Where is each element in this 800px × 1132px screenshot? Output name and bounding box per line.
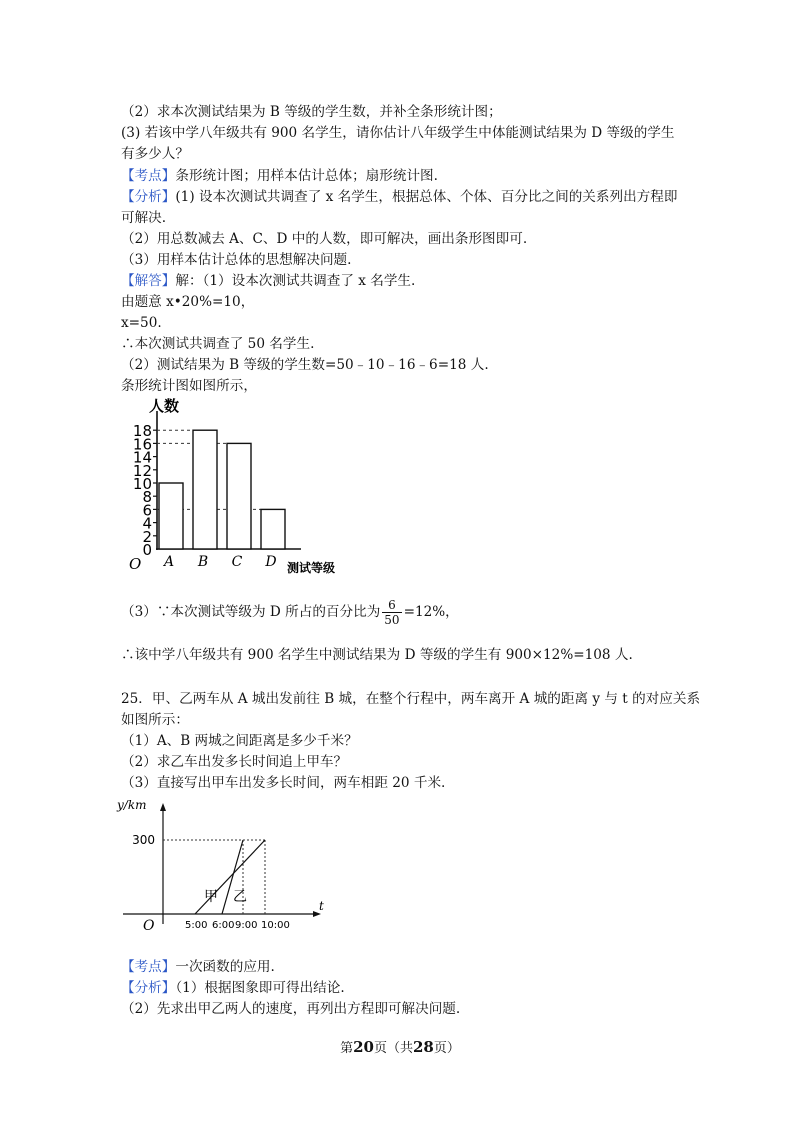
bar-B <box>193 430 217 549</box>
problem-25-q3: （3）直接写出甲车出发多长时间，两车相距 20 千米. <box>121 775 446 791</box>
analysis-text: (1) 设本次测试共调查了 x 名学生，根据总体、个体、百分比之间的关系列出方程即 <box>175 189 678 205</box>
footer-post: 页） <box>433 1041 460 1056</box>
knowledge-point-tag: 【考点】 <box>121 168 176 184</box>
footer-mid: 页（共 <box>373 1041 413 1056</box>
y-axis-arrow <box>160 803 166 811</box>
y-tick-label: 18 <box>132 422 152 441</box>
knowledge-point-text-2: 一次函数的应用. <box>175 959 275 975</box>
conclusion-1: ∴本次测试共调查了 50 名学生. <box>121 336 315 352</box>
footer-page-number: 20 <box>353 1038 374 1056</box>
problem-25-cont: 如图所示： <box>121 712 189 728</box>
knowledge-point-text: 条形统计图；用样本估计总体；扇形统计图. <box>175 168 438 184</box>
knowledge-point-line-2 <box>121 957 275 977</box>
percent-result: =12%， <box>403 604 459 620</box>
solution-part-3 <box>121 598 459 627</box>
analysis-tag-2: 【分析】 <box>121 980 176 996</box>
series-label-jia: 甲 <box>204 889 218 905</box>
y-tick-label: 300 <box>132 833 155 847</box>
knowledge-point-tag-2: 【考点】 <box>121 959 176 975</box>
x-tick-label: 10:00 <box>261 920 290 931</box>
solution-text: 解：（1）设本次测试共调查了 x 名学生. <box>175 273 416 289</box>
y-tick-label: 16 <box>132 435 152 454</box>
x-axis-label: 测试等级 <box>287 561 336 575</box>
origin-label: O <box>143 918 155 934</box>
knowledge-point-line <box>121 166 438 186</box>
problem-25: 25．甲、乙两车从 A 城出发前往 B 城，在整个行程中，两车离开 A 城的距离 y 与 t 的对应关系 <box>121 691 701 707</box>
y-tick-label: 4 <box>142 514 152 533</box>
x-tick-label: A <box>163 554 175 570</box>
y-axis-label: 人数 <box>149 397 180 415</box>
x-tick-label: 9:00 <box>235 920 258 931</box>
solution-line <box>121 271 415 291</box>
bar-chart-caption: 条形统计图如图所示， <box>121 378 257 394</box>
series-label-yi: 乙 <box>233 889 247 905</box>
bar-D <box>261 509 285 549</box>
origin-label: O <box>129 555 142 573</box>
x-tick-label: 5:00 <box>185 920 208 931</box>
fraction <box>382 598 401 627</box>
footer-total-pages: 28 <box>413 1038 434 1056</box>
bar-C <box>227 443 251 549</box>
analysis-line <box>121 187 677 207</box>
fraction-denominator: 50 <box>384 613 400 627</box>
equation-line: 由题意 x•20%=10， <box>121 294 255 310</box>
analysis-line-2 <box>121 978 345 998</box>
y-tick-label: 0 <box>142 541 152 559</box>
x-tick-label: B <box>197 554 209 570</box>
y-tick-label: 10 <box>132 475 152 493</box>
final-answer: ∴该中学八年级共有 900 名学生中测试结果为 D 等级的学生有 900×12%=108 人. <box>121 647 633 663</box>
analysis-part-2-b: （2）先求出甲乙两人的速度，再列出方程即可解决问题. <box>121 1001 461 1017</box>
analysis-cont: 可解决. <box>121 210 167 226</box>
question-part-3: (3) 若该中学八年级共有 900 名学生，请你估计八年级学生中体能测试结果为 D 等级的学生 <box>121 125 675 141</box>
y-tick-label: 6 <box>142 501 152 520</box>
y-tick-label: 8 <box>142 488 152 507</box>
question-part-2: （2）求本次测试结果为 B 等级的学生数，并补全条形统计图； <box>121 104 502 120</box>
question-part-3-cont: 有多少人？ <box>121 146 189 162</box>
analysis-text-2: （1）根据图象即可得出结论. <box>175 980 345 996</box>
footer-pre: 第 <box>340 1041 354 1056</box>
solution-tag: 【解答】 <box>121 273 176 289</box>
bar-A <box>159 483 183 549</box>
page-footer <box>0 1037 800 1056</box>
y-tick-label: 14 <box>132 448 152 467</box>
x-tick-label: 6:00 <box>212 920 235 931</box>
equation-result: x=50. <box>121 315 162 331</box>
x-tick-label: C <box>231 554 243 570</box>
x-axis-label: t <box>319 899 324 913</box>
analysis-part-2: （2）用总数减去 A、C、D 中的人数，即可解决，画出条形图即可. <box>121 231 528 247</box>
problem-25-q1: （1）A、B 两城之间距离是多少千米？ <box>121 733 358 749</box>
fraction-numerator: 6 <box>382 598 401 613</box>
bar-chart <box>121 397 353 583</box>
problem-25-q2: （2）求乙车出发多长时间追上甲车？ <box>121 754 348 770</box>
y-axis-label: y/km <box>117 798 147 812</box>
solution-part-3-text: （3）∵本次测试等级为 D 所占的百分比为 <box>121 604 381 620</box>
solution-part-2: （2）测试结果为 B 等级的学生数=50﹣10﹣16﹣6=18 人. <box>121 357 489 373</box>
line-graph <box>113 797 328 949</box>
analysis-part-3: （3）用样本估计总体的思想解决问题. <box>121 252 352 268</box>
y-tick-label: 2 <box>142 527 152 546</box>
y-tick-label: 12 <box>132 461 152 480</box>
analysis-tag: 【分析】 <box>121 189 176 205</box>
x-tick-label: D <box>265 554 277 570</box>
